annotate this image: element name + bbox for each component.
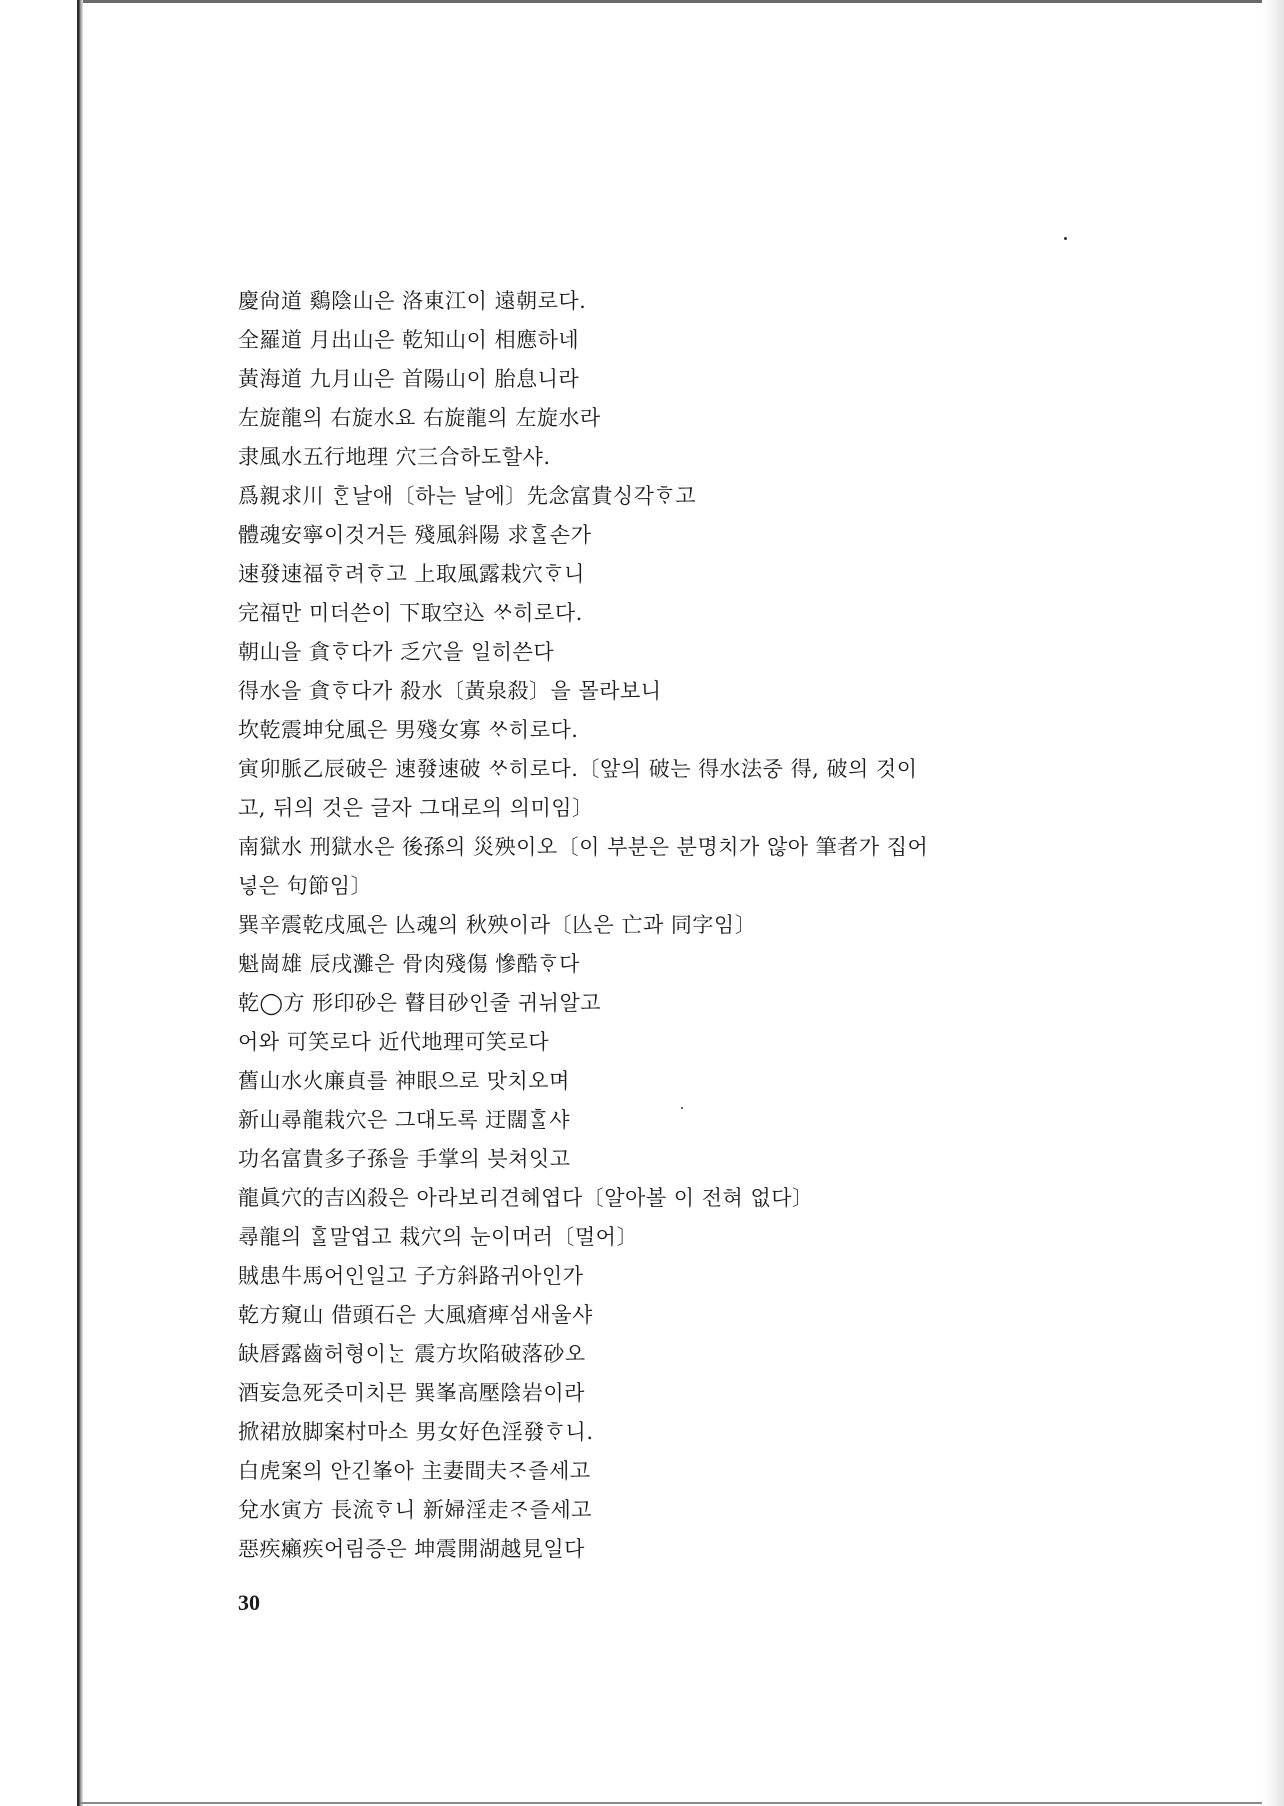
text-line: 고, 뒤의 것은 글자 그대로의 의미임〕 <box>238 796 594 820</box>
text-line: 白虎案의 안긴峯아 主妻間夫ᄌᆞ즐세고 <box>238 1459 591 1483</box>
text-line: 舊山水火廉貞를 神眼으로 맛치오며 <box>238 1069 570 1093</box>
page-bottom-edge <box>80 1802 1284 1804</box>
text-line: 隶風水五行地理 穴三合하도할샤. <box>238 445 551 469</box>
text-line: 어와 可笑로다 近代地理可笑로다 <box>238 1030 550 1054</box>
text-line: 掀裙放脚案村마소 男女好色淫發ᄒᆞ니. <box>238 1420 594 1444</box>
text-line: 乾方窺山 借頭石은 大風瘡痺섬새울샤 <box>238 1303 593 1327</box>
text-line: 兌水寅方 長流ᄒᆞ니 新婦淫走ᄌᆞ즐세고 <box>238 1498 593 1522</box>
text-line: 速發速福ᄒᆞ려ᄒᆞ고 上取風露栽穴ᄒᆞ니 <box>238 562 585 586</box>
text-line: 爲親求川 ᄒᆞᆫ날애〔하는 날에〕先念富貴싱각ᄒᆞ고 <box>238 484 696 508</box>
page-left-edge <box>77 0 83 1806</box>
text-line: 朝山을 貪ᄒᆞ다가 乏穴을 일히쓴다 <box>238 640 555 664</box>
text-line: 龍眞穴的吉凶殺은 아라보리견혜엽다〔알아볼 이 전혀 없다〕 <box>238 1186 814 1210</box>
text-line: 寅卯脈乙辰破은 速發速破 ᄊᆞ히로다.〔앞의 破는 得水法중 得, 破의 것이 <box>238 757 918 781</box>
print-speck <box>1064 237 1067 240</box>
text-line: 慶尙道 鷄陰山은 洛東江이 遠朝로다. <box>238 289 587 313</box>
text-line: 巽辛震乾戌風은 亾魂의 秋殃이라〔亾은 亡과 同字임〕 <box>238 913 757 937</box>
text-line: 坎乾震坤兌風은 男殘女寡 ᄊᆞ히로다. <box>238 718 579 742</box>
text-line: 넣은 句節임〕 <box>238 874 373 898</box>
page-number: 30 <box>238 1590 260 1615</box>
text-line: 魁崗雄 辰戌灘은 骨肉殘傷 慘酷ᄒᆞ다 <box>238 952 580 976</box>
page-top-edge <box>80 0 1284 3</box>
text-line: 乾◯方 形印砂은 瞽目砂인줄 귀뉘알고 <box>238 991 602 1015</box>
text-line: 左旋龍의 右旋水요 右旋龍의 左旋水라 <box>238 406 601 430</box>
text-line: 得水을 貪ᄒᆞ다가 殺水〔黃泉殺〕을 몰라보니 <box>238 679 662 703</box>
text-line: 全羅道 月出山은 乾知山이 相應하네 <box>238 328 580 352</box>
text-line: 功名富貴多子孫을 手掌의 븟쳐잇고 <box>238 1147 571 1171</box>
verse-text-block <box>238 282 1068 1569</box>
text-line: 完福만 미더쓴이 下取空込 ᄊᆞ히로다. <box>238 601 583 625</box>
text-line: 南獄水 刑獄水은 後孫의 災殃이오〔이 부분은 분명치가 않아 筆者가 집어 <box>238 835 929 859</box>
text-line: 惡疾癩疾어림증은 坤震開湖越見일다 <box>238 1537 585 1561</box>
page-right-shadow <box>1262 0 1284 1806</box>
text-line: 尋龍의 ᄒᆞᆯ말엽고 栽穴의 눈이머러〔멀어〕 <box>238 1225 638 1249</box>
text-line: 新山尋龍栽穴은 그대도록 迂闊ᄒᆞᆯ샤 <box>238 1108 570 1132</box>
text-line: 體魂安寧이것거든 殘風斜陽 求ᄒᆞᆯ손가 <box>238 523 592 547</box>
text-line: 賊患牛馬어인일고 子方斜路귀아인가 <box>238 1264 584 1288</box>
text-line: 缺唇露齒허형이ᄂᆞᆫ 震方坎陷破落砂오 <box>238 1342 586 1366</box>
text-line: 黃海道 九月山은 首陽山이 胎息니라 <box>238 367 580 391</box>
text-line: 酒妄急死즛미치믄 巽峯高壓陰岩이라 <box>238 1381 585 1405</box>
